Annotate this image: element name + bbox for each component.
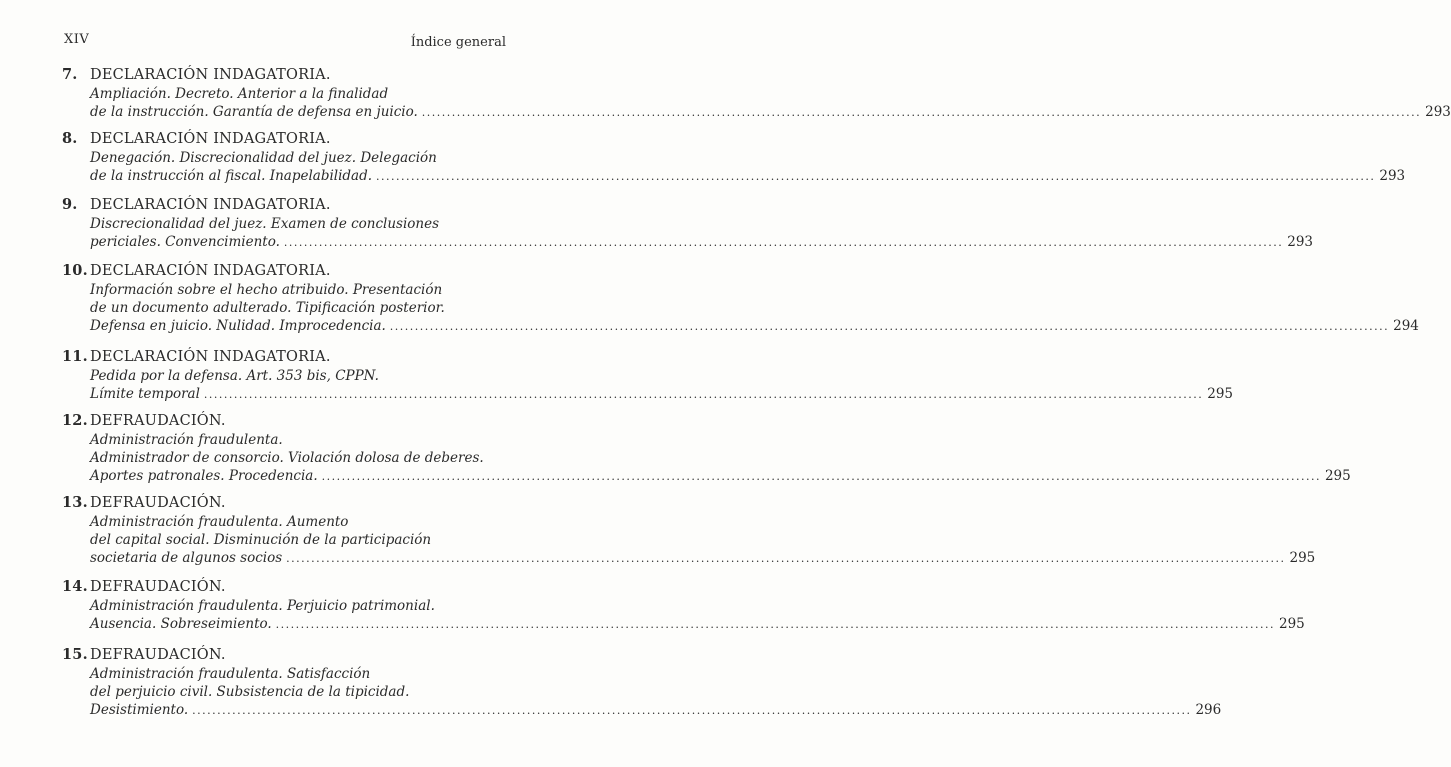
toc-entry-title: DECLARACIÓN INDAGATORIA. [90, 131, 331, 147]
toc-entry-subtitle-line: Administrador de consorcio. Violación dolosa de deberes. [90, 450, 484, 466]
toc-entry-last-line [90, 549, 1316, 567]
toc-entry-last-line [90, 701, 1222, 719]
dot-leader: ........................................................................................................................................................................................................ [192, 704, 1192, 717]
toc-entry-subtitle-text: Ausencia. Sobreseimiento. [90, 616, 272, 632]
toc-entry-number: 14. [62, 578, 88, 595]
toc-entry-title: DECLARACIÓN INDAGATORIA. [90, 67, 331, 83]
dot-leader: ........................................................................................................................................................................................................ [421, 106, 1422, 119]
toc-entry-subtitle-text: Defensa en juicio. Nulidad. Improcedencia. [90, 318, 386, 334]
toc-entry-number: 8. [62, 130, 78, 147]
toc-entry-heading [62, 412, 226, 429]
running-title: Índice general [410, 35, 506, 50]
toc-entry-last-line [90, 317, 1419, 335]
toc-entry-subtitle-line: Denegación. Discrecionalidad del juez. Delegación [90, 150, 437, 166]
dot-leader: ........................................................................................................................................................................................................ [286, 552, 1286, 565]
toc-entry-heading [62, 578, 226, 595]
toc-entry-title: DECLARACIÓN INDAGATORIA. [90, 197, 331, 213]
toc-entry-heading [62, 196, 331, 213]
toc-entry-subtitle-text: Límite temporal [90, 386, 200, 402]
toc-entry-subtitle-text: Desistimiento. [90, 702, 189, 718]
toc-entry-heading [62, 494, 226, 511]
page-number: XIV [64, 32, 90, 47]
toc-entry-title: DECLARACIÓN INDAGATORIA. [90, 263, 331, 279]
toc-entry-page[interactable]: 294 [1393, 318, 1419, 334]
toc-entry-heading [62, 646, 226, 663]
toc-entry-page[interactable]: 295 [1207, 386, 1234, 402]
toc-entry-page[interactable]: 293 [1425, 104, 1451, 120]
toc-entry-number: 13. [62, 494, 88, 511]
toc-entry-last-line [90, 385, 1234, 403]
toc-entry-subtitle-line: del capital social. Disminución de la participación [90, 532, 432, 548]
dot-leader: ........................................................................................................................................................................................................ [376, 170, 1376, 183]
toc-entry-subtitle-line: de un documento adulterado. Tipificación posterior. [90, 300, 445, 316]
dot-leader: ........................................................................................................................................................................................................ [283, 236, 1284, 249]
toc-entry-heading [62, 348, 331, 365]
toc-entry-subtitle-text: de la instrucción. Garantía de defensa en juicio. [90, 104, 418, 120]
toc-entry-page[interactable]: 293 [1379, 168, 1406, 184]
toc-entry-number: 12. [62, 412, 88, 429]
toc-entry-number: 10. [62, 262, 88, 279]
toc-entry-subtitle-line: Administración fraudulenta. Satisfacción [90, 666, 371, 682]
toc-entry-heading [62, 130, 331, 147]
toc-entry-page[interactable]: 295 [1279, 616, 1305, 632]
toc-entry-subtitle-text: periciales. Convencimiento. [90, 234, 280, 250]
toc-entry-title: DEFRAUDACIÓN. [90, 647, 226, 663]
toc-entry-title: DEFRAUDACIÓN. [90, 495, 226, 511]
toc-entry-last-line [90, 233, 1314, 251]
dot-leader: ........................................................................................................................................................................................................ [275, 618, 1275, 631]
toc-entry-subtitle-line: Ampliación. Decreto. Anterior a la finalidad [90, 86, 389, 102]
toc-entry-last-line [90, 467, 1351, 485]
toc-entry-subtitle-line: Información sobre el hecho atribuido. Presentación [90, 282, 443, 298]
dot-leader: ........................................................................................................................................................................................................ [203, 388, 1204, 401]
toc-entry-subtitle-line: Administración fraudulenta. Perjuicio patrimonial. [90, 598, 435, 614]
toc-entry-title: DECLARACIÓN INDAGATORIA. [90, 349, 331, 365]
toc-entry-subtitle-text: societaria de algunos socios [90, 550, 283, 566]
toc-entry-title: DEFRAUDACIÓN. [90, 413, 226, 429]
toc-entry-last-line [90, 167, 1406, 185]
toc-entry-page[interactable]: 296 [1195, 702, 1222, 718]
toc-entry-number: 9. [62, 196, 78, 213]
toc-entry-number: 11. [62, 348, 88, 365]
toc-entry-subtitle-text: de la instrucción al fiscal. Inapelabilidad. [90, 168, 373, 184]
toc-entry-page[interactable]: 295 [1324, 468, 1351, 484]
toc-entry-page[interactable]: 295 [1289, 550, 1316, 566]
dot-leader: ........................................................................................................................................................................................................ [321, 470, 1321, 483]
toc-entry-heading [62, 262, 331, 279]
toc-entry-heading [62, 66, 331, 83]
toc-entry-subtitle-line: Administración fraudulenta. [90, 432, 283, 448]
page-header [64, 32, 504, 52]
toc-entry-title: DEFRAUDACIÓN. [90, 579, 226, 595]
toc-entry-number: 7. [62, 66, 78, 83]
toc-entry-subtitle-text: Aportes patronales. Procedencia. [90, 468, 318, 484]
toc-entry-subtitle-line: del perjuicio civil. Subsistencia de la tipicidad. [90, 684, 410, 700]
toc-entry-number: 15. [62, 646, 88, 663]
toc-entry-subtitle-line: Discrecionalidad del juez. Examen de conclusiones [90, 216, 440, 232]
dot-leader: ........................................................................................................................................................................................................ [389, 320, 1390, 333]
toc-entry-subtitle-line: Pedida por la defensa. Art. 353 bis, CPPN. [90, 368, 379, 384]
toc-entry-page[interactable]: 293 [1287, 234, 1314, 250]
toc-entry-last-line [90, 103, 1451, 121]
toc-entry-subtitle-line: Administración fraudulenta. Aumento [90, 514, 349, 530]
toc-entry-last-line [90, 615, 1305, 633]
